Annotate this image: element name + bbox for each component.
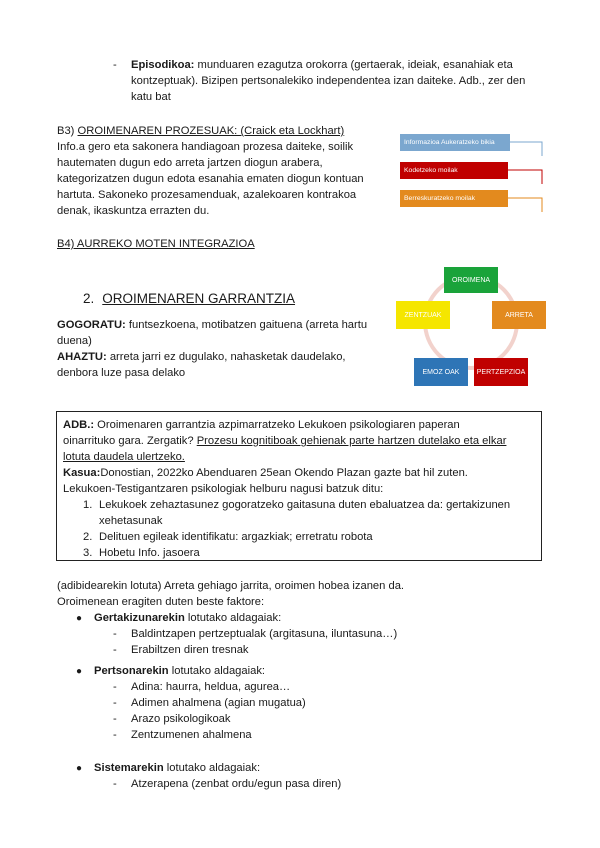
goal-num: 1. bbox=[83, 499, 93, 511]
bullet-icon: ● bbox=[76, 763, 83, 774]
gogoratu-text: funtsezkoena, motibatzen gaituena (arreta hartu bbox=[125, 319, 368, 331]
goal-item-1 bbox=[83, 497, 510, 513]
b3-line: hautematen dugun edo arreta jartzen diogun arabera, bbox=[57, 157, 323, 169]
ahaztu-line1 bbox=[57, 349, 346, 365]
cycle-node-zentzuak: ZENTZUAK bbox=[396, 301, 450, 329]
goal-item-2 bbox=[83, 529, 373, 545]
factor-bold: Gertakizunarekin bbox=[94, 612, 185, 624]
dash: - bbox=[113, 644, 117, 656]
cycle-node-arreta: ARRETA bbox=[492, 301, 546, 329]
top-item-text1: munduaren ezagutza orokorra (gertaerak, ideiak, esanahiak eta bbox=[194, 59, 513, 71]
adb-line1 bbox=[63, 417, 460, 433]
top-item-line1 bbox=[113, 57, 513, 73]
section2-number: 2. bbox=[83, 291, 95, 306]
cycle-node-pertzepzioa: PERTZEPZIOA bbox=[474, 358, 528, 386]
example-box bbox=[56, 411, 542, 561]
b3-heading-text: OROIMENAREN PROZESUAK: (Craick eta Lockhart) bbox=[77, 125, 345, 137]
kasua-text: Donostian, 2022ko Abenduaren 25ean Okendo Plazan gazte bat hil zuten. bbox=[100, 467, 468, 479]
factor-group-system bbox=[76, 760, 260, 777]
gogoratu-label: GOGORATU: bbox=[57, 319, 126, 331]
factors-intro1: (adibidearekin lotuta) Arreta gehiago jarrita, oroimen hobea izanen da. bbox=[57, 580, 405, 592]
levels-diagram bbox=[396, 132, 548, 214]
cycle-node-oroimena: OROIMENA bbox=[444, 267, 498, 293]
adb-line2 bbox=[63, 433, 506, 449]
goal-text: Hobetu Info. jasoera bbox=[99, 547, 200, 559]
factor-item-text: Baldintzapen pertzeptualak (argitasuna, iluntasuna…) bbox=[131, 628, 398, 640]
adb-text1: Oroimenaren garrantzia azpimarratzeko Lekukoen psikologiaren paperan bbox=[94, 419, 460, 431]
adb-label: ADB.: bbox=[63, 419, 95, 431]
dash: - bbox=[113, 59, 117, 71]
dash: - bbox=[113, 681, 117, 693]
memory-cycle-diagram bbox=[394, 262, 552, 390]
bullet-icon: ● bbox=[76, 613, 83, 624]
gogoratu-line1 bbox=[57, 317, 367, 333]
dash: - bbox=[113, 778, 117, 790]
ahaztu-line2: denbora luze pasa delako bbox=[57, 367, 186, 379]
factor-item-text: Atzerapena (zenbat ordu/egun pasa diren) bbox=[131, 778, 342, 790]
dash: - bbox=[113, 729, 117, 741]
b3-line: hartuta. Sakoneko prozesamenduak, azalekoaren kontrakoa bbox=[57, 189, 357, 201]
factor-rest: lotutako aldagaiak: bbox=[163, 762, 261, 774]
factor-item bbox=[113, 626, 397, 642]
b3-paragraph bbox=[57, 139, 375, 219]
factor-rest: lotutako aldagaiak: bbox=[168, 665, 266, 677]
section2-title bbox=[83, 290, 295, 308]
top-item-line2: kontzeptuak). Bizipen pertsonalekiko independentea izan daiteke. Adb., zer den bbox=[131, 75, 526, 87]
goals-intro: Lekukoen-Testigantzaren psikologiak helburu nagusi batzuk ditu: bbox=[63, 483, 384, 495]
factor-bold: Sistemarekin bbox=[94, 762, 164, 774]
episodikoa-label: Episodikoa: bbox=[131, 59, 195, 71]
ahaztu-text: arreta jarri ez dugulako, nahasketak daudelako, bbox=[106, 351, 346, 363]
goal-item-3 bbox=[83, 545, 200, 561]
factor-bold: Pertsonarekin bbox=[94, 665, 169, 677]
factor-group-person bbox=[76, 663, 265, 680]
goal-num: 3. bbox=[83, 547, 93, 559]
ahaztu-label: AHAZTU: bbox=[57, 351, 107, 363]
factor-item bbox=[113, 776, 341, 792]
cycle-node-emozioak: EMOZ OAK bbox=[414, 358, 468, 386]
factor-item-text: Adina: haurra, heldua, agurea… bbox=[131, 681, 291, 693]
section2-title-text: OROIMENAREN GARRANTZIA bbox=[102, 291, 296, 306]
factor-item-text: Zentzumenen ahalmena bbox=[131, 729, 252, 741]
adb-text2: oinarrituko gara. Zergatik? bbox=[63, 435, 197, 447]
factor-rest: lotutako aldagaiak: bbox=[184, 612, 282, 624]
b3-line: Info.a gero eta sakonera handiagoan prozesa daiteke, soilik bbox=[57, 141, 354, 153]
goal-item-1-cont: xehetasunak bbox=[99, 515, 163, 527]
dash: - bbox=[113, 628, 117, 640]
factor-item bbox=[113, 679, 290, 695]
factor-item-text: Erabiltzen diren tresnak bbox=[131, 644, 249, 656]
dash: - bbox=[113, 713, 117, 725]
b3-prefix: B3) bbox=[57, 125, 78, 137]
factor-item bbox=[113, 711, 231, 727]
factor-group-event bbox=[76, 610, 281, 627]
diagram-box-encoding: Kodetzeko moilak bbox=[400, 162, 508, 179]
b3-line: denak, ikaskuntza errazten du. bbox=[57, 205, 210, 217]
diagram-box-attention: Informazioa Aukeratzeko bikia bbox=[400, 134, 510, 151]
factor-item bbox=[113, 695, 306, 711]
adb-line3: lotuta daudela ulertzeko. bbox=[63, 451, 185, 463]
kasua-label: Kasua: bbox=[63, 467, 101, 479]
factor-item-text: Arazo psikologikoak bbox=[131, 713, 231, 725]
factor-item-text: Adimen ahalmena (agian mugatua) bbox=[131, 697, 306, 709]
factor-item bbox=[113, 727, 252, 743]
b3-heading bbox=[57, 123, 344, 139]
bullet-icon: ● bbox=[76, 666, 83, 677]
goal-text: Lekukoek zehaztasunez gogoratzeko gaitasuna duten ebaluatzea da: gertakizunen bbox=[99, 499, 511, 511]
factors-intro2: Oroimenean eragiten duten beste faktore: bbox=[57, 596, 265, 608]
gogoratu-line2: duena) bbox=[57, 335, 92, 347]
kasua-line bbox=[63, 465, 468, 481]
b4-heading: B4) AURREKO MOTEN INTEGRAZIOA bbox=[57, 238, 255, 250]
dash: - bbox=[113, 697, 117, 709]
factor-item bbox=[113, 642, 249, 658]
diagram-box-retrieval: Berreskuratzeko moilak bbox=[400, 190, 508, 207]
b3-line: kategorizatzen dugun edota esanahia ematen diogun kontuan bbox=[57, 173, 364, 185]
goal-num: 2. bbox=[83, 531, 93, 543]
top-item-line3: katu bat bbox=[131, 91, 171, 103]
adb-underlined1: Prozesu kognitiboak gehienak parte hartzen dutelako eta elkar bbox=[196, 435, 507, 447]
goal-text: Delituen egileak identifikatu: argazkiak; erretratu robota bbox=[99, 531, 373, 543]
